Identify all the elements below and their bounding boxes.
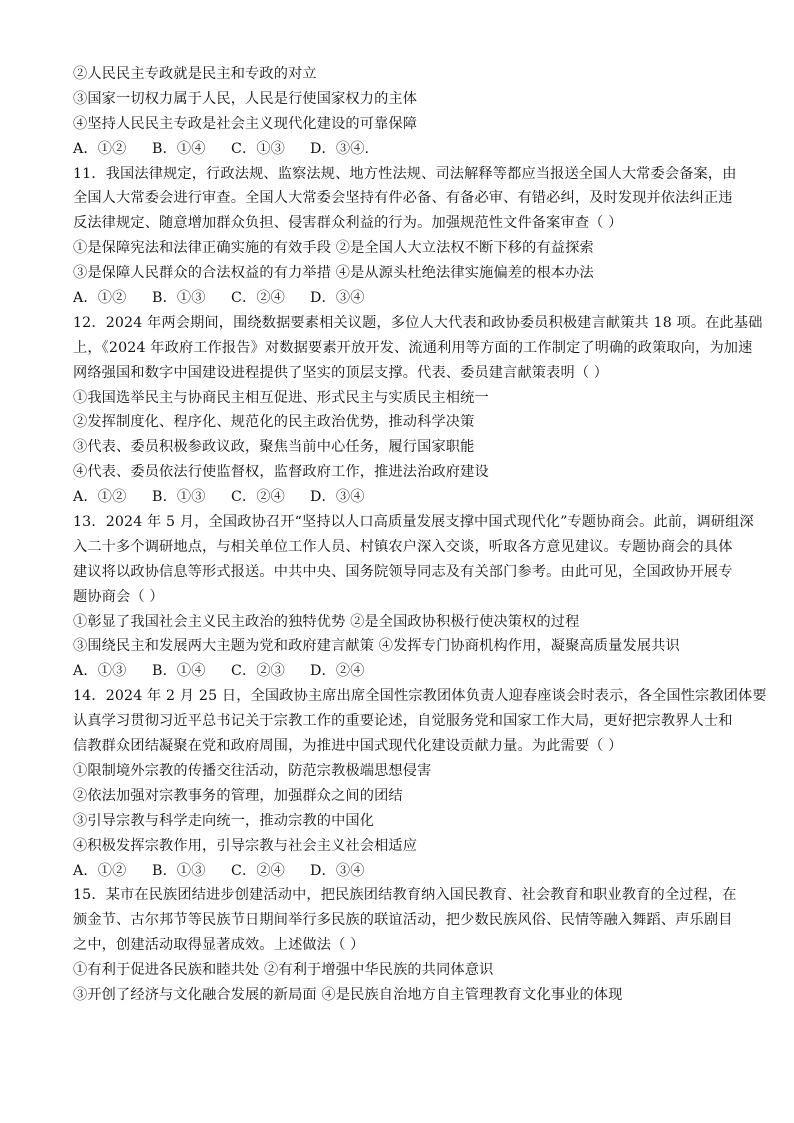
question-15-text: 颁金节、古尔邦节等民族节日期间举行多民族的联谊活动，把少数民族风俗、民情等融入舞蹈、声乐剧目	[73, 912, 733, 929]
question-13-text: 13．2024 年 5 月，全国政协召开“坚持以人口高质量发展支撑中国式现代化”专题协商会。此前，调研组深	[73, 514, 754, 531]
question-12-text: 上，《2024 年政府工作报告》对数据要素开放开发、流通利用等方面的工作制定了明确的政策取向，为加速	[73, 339, 753, 356]
question-12-text: 网络强国和数字中国建设进程提供了坚实的顶层支撑。代表、委员建言献策表明（ ）	[73, 364, 609, 381]
question-11-text: 全国人大常委会进行审查。全国人大常委会坚持有件必备、有备必审、有错必纠，及时发现并依法纠正违	[73, 190, 733, 207]
option-statement: ③引导宗教与科学走向统一，推动宗教的中国化	[73, 812, 375, 829]
option-statement: ①彰显了我国社会主义民主政治的独特优势 ②是全国政协积极行使决策权的过程	[73, 613, 580, 630]
question-13-text: 题协商会（ ）	[73, 588, 164, 605]
option-statement: ③代表、委员积极参政议政，聚焦当前中心任务，履行国家职能	[73, 439, 475, 456]
answer-choice: A．①③	[73, 663, 127, 680]
answer-choice: C．②③	[231, 663, 286, 680]
option-statement: ④代表、委员依法行使监督权，监督政府工作，推进法治政府建设	[73, 464, 489, 481]
question-12-text: 12．2024 年两会期间，围绕数据要素相关议题，多位人大代表和政协委员积极建言献策共 18 项。在此基础	[73, 314, 763, 331]
answer-choice: C．②④	[231, 489, 286, 506]
answer-choices-q13	[73, 659, 733, 684]
answer-choices-q11	[73, 286, 733, 311]
option-statement: ④坚持人民民主专政是社会主义现代化建设的可靠保障	[73, 115, 418, 132]
answer-choice: A．①②	[73, 140, 127, 157]
answer-choice: B．①④	[152, 663, 206, 680]
option-statement: ①是保障宪法和法律正确实施的有效手段 ②是全国人大立法权不断下移的有益探索	[73, 240, 594, 257]
answer-choice: B．①③	[152, 489, 206, 506]
answer-choice: C．②④	[231, 862, 286, 879]
question-11-text: 反法律规定、随意增加群众负担、侵害群众利益的行为。加强规范性文件备案审查（ ）	[73, 215, 623, 232]
option-statement: ④积极发挥宗教作用，引导宗教与社会主义社会相适应	[73, 837, 418, 854]
option-statement: ②人民民主专政就是民主和专政的对立	[73, 66, 317, 82]
answer-choice: D．③④	[310, 489, 365, 506]
question-15-text: 15．某市在民族团结进步创建活动中，把民族团结教育纳入国民教育、社会教育和职业教育的全过程，在	[73, 887, 737, 904]
answer-choice: D．③④	[310, 290, 365, 307]
answer-choice: B．①③	[152, 862, 206, 879]
answer-choice: C．①③	[231, 140, 286, 157]
option-statement: ③国家一切权力属于人民，人民是行使国家权力的主体	[73, 90, 418, 107]
answer-choices-q10	[73, 137, 733, 162]
option-statement: ③是保障人民群众的合法权益的有力举措 ④是从源头杜绝法律实施偏差的根本办法	[73, 265, 594, 282]
option-statement: ②依法加强对宗教事务的管理，加强群众之间的团结	[73, 787, 403, 804]
answer-choice: D．③④	[310, 862, 365, 879]
option-statement: ③围绕民主和发展两大主题为党和政府建言献策 ④发挥专门协商机构作用，凝聚高质量发展共识	[73, 638, 680, 655]
answer-choice: A．①②	[73, 489, 127, 506]
answer-choice: B．①③	[152, 290, 206, 307]
answer-choice: D．③④.	[310, 140, 370, 157]
answer-choice: A．①②	[73, 862, 127, 879]
question-13-text: 建议将以政协信息等形式报送。中共中央、国务院领导同志及有关部门参考。由此可见，全国政协开展专	[73, 563, 733, 580]
option-statement: ①我国选举民主与协商民主相互促进、形式民主与实质民主相统一	[73, 389, 489, 406]
option-statement: ①限制境外宗教的传播交往活动，防范宗教极端思想侵害	[73, 762, 432, 779]
question-13-text: 入二十多个调研地点，与相关单位工作人员、村镇农户深入交谈，听取各方意见建议。专题协商会的具体	[73, 538, 733, 555]
question-14-text: 信教群众团结凝聚在党和政府周围，为推进中国式现代化建设贡献力量。为此需要（ ）	[73, 738, 623, 755]
option-statement: ②发挥制度化、程序化、规范化的民主政治优势，推动科学决策	[73, 414, 475, 431]
answer-choices-q14	[73, 859, 733, 884]
question-14-text: 14．2024 年 2 月 25 日，全国政协主席出席全国性宗教团体负责人迎春座谈会时表示，各全国性宗教团体要	[73, 688, 767, 705]
exam-page	[73, 62, 767, 1008]
question-15-text: 之中，创建活动取得显著成效。上述做法（ ）	[73, 937, 365, 954]
answer-choices-q12	[73, 485, 733, 510]
answer-choice: B．①④	[152, 140, 206, 157]
question-11-text: 11．我国法律规定，行政法规、监察法规、地方性法规、司法解释等都应当报送全国人大常委会备案，由	[73, 165, 737, 182]
answer-choice: D．②④	[310, 663, 365, 680]
option-statement: ①有利于促进各民族和睦共处 ②有利于增强中华民族的共同体意识	[73, 962, 494, 979]
answer-choice: C．②④	[231, 290, 286, 307]
answer-choice: A．①②	[73, 290, 127, 307]
question-14-text: 认真学习贯彻习近平总书记关于宗教工作的重要论述，自觉服务党和国家工作大局，更好把宗教界人士和	[73, 713, 733, 730]
option-statement: ③开创了经济与文化融合发展的新局面 ④是民族自治地方自主管理教育文化事业的体现	[73, 986, 623, 1003]
